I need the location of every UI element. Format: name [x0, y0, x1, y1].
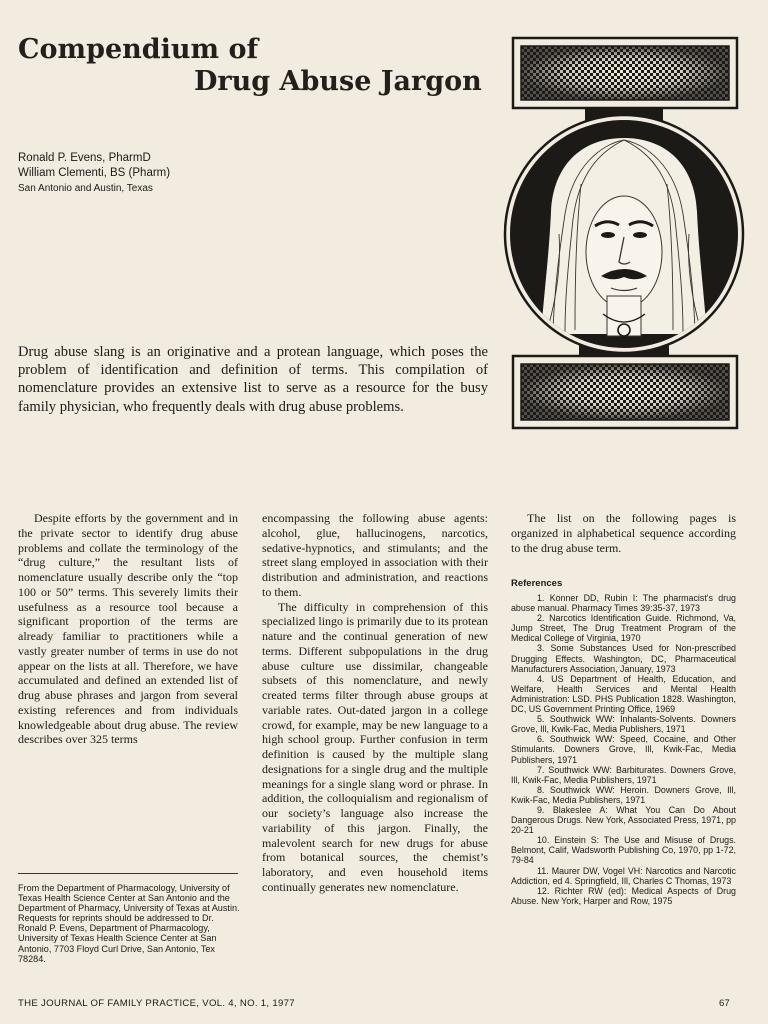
title-line-1: Compendium of — [18, 34, 259, 65]
reference-item: 3. Some Substances Used for Non-prescribed Drugging Effects. Washington, DC, Pharmaceutical Manufacturers Association, January, 1973 — [511, 643, 736, 674]
article-title — [18, 34, 498, 98]
references-heading: References — [511, 578, 563, 589]
title-line-2: Drug Abuse Jargon — [194, 66, 482, 97]
abstract: Drug abuse slang is an originative and a protean language, which poses the problem of identification and definition of terms. This compilation of nomenclature provides an extensive list to serve as a resource for the busy family physician, who frequently deals with drug abuse problems. — [18, 344, 488, 415]
journal-footer: THE JOURNAL OF FAMILY PRACTICE, VOL. 4, NO. 1, 1977 — [18, 998, 295, 1009]
author-2: William Clementi, BS (Pharm) — [18, 167, 171, 179]
reference-item: 10. Einstein S: The Use and Misuse of Drugs. Belmont, Calif, Wadsworth Publishing Co, 1970, pp 1-72, 79-84 — [511, 835, 736, 866]
author-location: San Antonio and Austin, Texas — [18, 183, 153, 194]
reference-item: 1. Konner DD, Rubin I: The pharmacist's drug abuse manual. Pharmacy Times 39:35-37, 1973 — [511, 593, 736, 614]
author-1: Ronald P. Evens, PharmD — [18, 152, 151, 164]
paragraph: The difficulty in comprehension of this specialized lingo is primarily due to its protean nature and the continual generation of new terms. Different subpopulations in the drug abuse culture use dissimilar, changeable subsets of this nomenclature, and newly created terms filter through abuse groups at variable rates. Out-dated jargon in a college crowd, for example, may be new language to a high school group. Further confusion in term definition is caused by the multiple slang designations for a single drug and the multiple meanings for a single slang word or phrase. In addition, the colloquialism and regionalism of our society’s language also increase the variability of this jargon. Finally, the malevolent search for new drugs for abuse from botanical sources, the chemist’s laboratory, and even household items continually generates new nomenclature. — [262, 599, 488, 894]
footnote-divider — [18, 873, 238, 874]
reference-item: 12. Richter RW (ed): Medical Aspects of Drug Abuse. New York, Harper and Row, 1975 — [511, 885, 736, 906]
reference-item: 7. Southwick WW: Barbiturates. Downers Grove, Ill, Kwik-Fac, Media Publishers, 1971 — [511, 764, 736, 785]
bottom-checker-box — [513, 356, 737, 428]
top-checker-box — [513, 38, 737, 108]
reference-item: 2. Narcotics Identification Guide. Richmond, Va, Jump Street, The Drug Treatment Program of the Medical College of Virginia, 1970 — [511, 613, 736, 644]
paragraph: Despite efforts by the government and in the private sector to identify drug abuse problems and collate the terminology of the “drug culture,” the resultant lists of nomenclature usually describe only the “top 100 or 50” terms. This severely limits their usefulness as a resource tool because a significant proportion of the terms are already familiar to practitioners while a vastly greater number of terms in use do not appear on the lists at all. Therefore, we have accumulated and defined an extended list of drug abuse phrases and jargon from several existing references and from individuals knowledgeable about drug abuse. The review describes over 325 terms — [18, 511, 238, 747]
references-list — [511, 593, 736, 906]
reference-item: 9. Blakeslee A: What You Can Do About Dangerous Drugs. New York, Associated Press, 1971, pp 20-21 — [511, 804, 736, 836]
body-column-1 — [18, 511, 238, 747]
paragraph: The list on the following pages is organized in alphabetical sequence according to the drug abuse term. — [511, 511, 736, 555]
reference-item: 5. Southwick WW: Inhalants-Solvents. Downers Grove, Ill, Kwik-Fac, Media Publishers, 1971 — [511, 714, 736, 735]
reference-item: 4. US Department of Health, Education, and Welfare, Health Services and Mental Health Administration: LSD. PHS Publication 1828. Washington, DC, US Government Printing Office, 1969 — [511, 673, 736, 715]
author-block — [18, 151, 318, 196]
affiliation-footnote: From the Department of Pharmacology, University of Texas Health Science Center at San Antonio and the Department of Pharmacy, University of Texas at Austin. Requests for reprints should be addressed to Dr. Ronald P. Evens, Department of Pharmacology, University of Texas Health Science Center at San Antonio, 7703 Floyd Curl Drive, San Antonio, Tex 78284. — [18, 883, 240, 964]
reference-item: 6. Southwick WW: Speed, Cocaine, and Other Stimulants. Downers Grove, Ill, Kwik-Fac, Media Publishers, 1971 — [511, 734, 736, 765]
reference-item: 11. Maurer DW, Vogel VH: Narcotics and Narcotic Addiction, ed 4. Springfield, Ill, Charles C Thomas, 1973 — [511, 865, 736, 886]
body-column-2 — [262, 511, 488, 895]
paragraph: encompassing the following abuse agents: alcohol, glue, hallucinogens, narcotics, sedative-hypnotics, and stimulants; and the street slang employed in association with their distribution and administration, and reactions to them. — [262, 511, 488, 599]
body-column-3 — [511, 511, 736, 555]
reference-item: 8. Southwick WW: Heroin. Downers Grove, Ill, Kwik-Fac, Media Publishers, 1971 — [511, 784, 736, 805]
hippie-portrait-icon — [503, 34, 745, 432]
page-number: 67 — [719, 998, 730, 1009]
